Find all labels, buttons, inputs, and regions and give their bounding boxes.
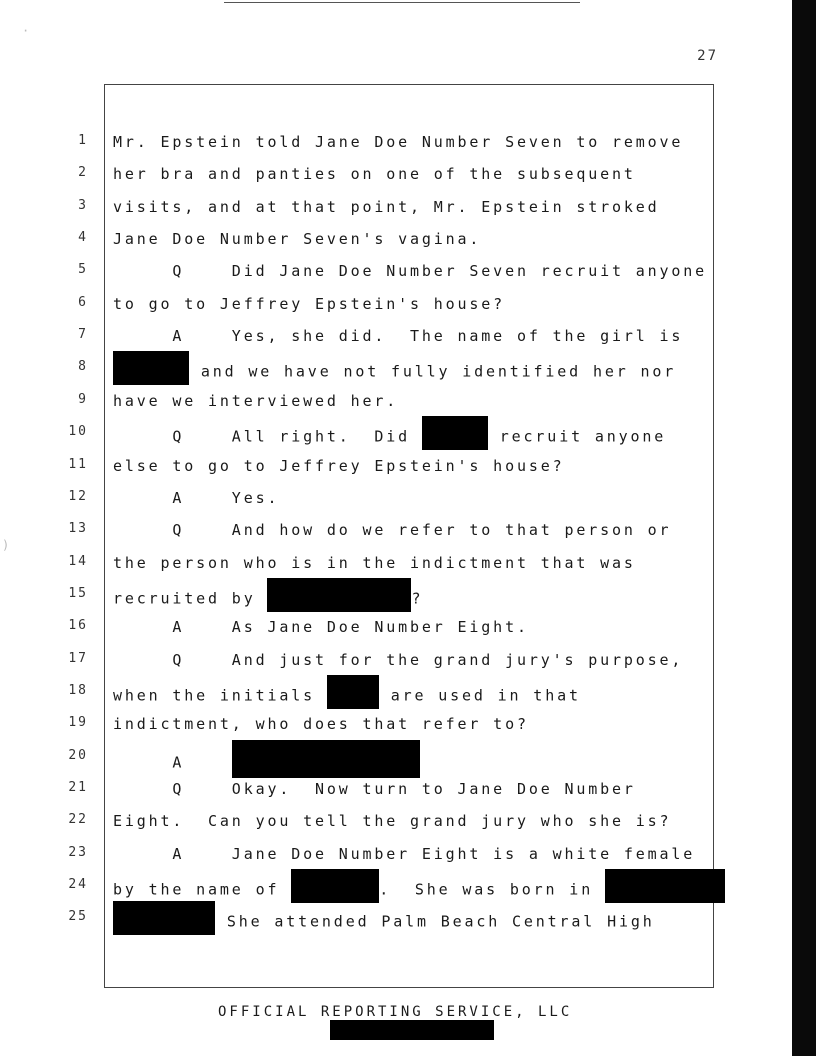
transcript-line [0,489,720,521]
transcript-line [0,133,720,165]
transcript-line [0,877,720,909]
page-number: 27 [697,48,718,64]
line-text [113,521,671,539]
text-segment: and we have not fully identified her nor [189,362,677,381]
line-number: 15 [68,585,88,601]
line-number: 12 [68,488,88,504]
line-text [113,683,581,709]
line-number: 23 [68,844,88,860]
line-number: 3 [78,197,88,213]
text-segment: recruit anyone [487,427,667,446]
line-number: 20 [68,747,88,763]
line-number: 11 [68,456,88,472]
transcript-line [0,748,720,780]
line-text [113,780,636,798]
line-text [113,715,529,733]
text-segment: A [113,753,232,772]
transcript-line [0,780,720,812]
line-number: 9 [78,391,88,407]
redaction-block [113,901,215,935]
transcript-line [0,165,720,197]
line-number: 14 [68,553,88,569]
line-text [113,812,671,830]
redaction-block [113,351,189,385]
line-text [113,295,505,313]
scan-margin-mark: ) [2,538,10,552]
text-segment: She attended Palm Beach Central High [215,912,655,931]
redaction-block [291,869,379,903]
line-text [113,845,695,863]
text-segment: ? [411,589,424,608]
line-number: 6 [78,294,88,310]
line-text [113,359,676,385]
line-number: 8 [78,359,88,375]
text-segment: else to go to Jeffrey Epstein's house? [113,456,565,475]
text-segment: by the name of [113,880,292,899]
line-text [113,748,420,778]
redaction-block [267,578,411,612]
transcript-line [0,586,720,618]
text-segment: Eight. Can you tell the grand jury who she is? [113,812,672,831]
line-text [113,651,683,669]
transcript-line [0,262,720,294]
text-segment: Q And just for the grand jury's purpose, [113,650,684,669]
text-segment: A Yes, she did. The name of the girl is [113,327,684,346]
scan-page-edge [792,0,816,1056]
line-number: 4 [78,230,88,246]
text-segment: the person who is in the indictment that was [113,553,636,572]
footer-reporting-service: OFFICIAL REPORTING SERVICE, LLC [218,1004,573,1020]
transcript-line [0,683,720,715]
text-segment: A Jane Doe Number Eight is a white female [113,844,696,863]
transcript-line [0,359,720,391]
line-text [113,877,725,903]
top-rule [224,2,580,3]
text-segment: are used in that [378,686,581,705]
transcript-line [0,618,720,650]
line-number: 21 [68,780,88,795]
line-number: 18 [68,682,88,698]
transcript-line [0,812,720,844]
transcript-line [0,327,720,359]
text-segment: to go to Jeffrey Epstein's house? [113,294,506,313]
transcript-line [0,457,720,489]
text-segment: Q Did Jane Doe Number Seven recruit anyone [113,262,708,281]
line-number: 2 [78,165,88,181]
transcript-line [0,198,720,230]
line-text [113,909,655,935]
line-number: 17 [68,650,88,666]
line-number: 5 [78,262,88,278]
redaction-block [232,740,420,778]
text-segment: Mr. Epstein told Jane Doe Number Seven to remove [113,133,684,151]
scan-speck: · [22,24,30,38]
line-text [113,165,636,183]
text-segment: A As Jane Doe Number Eight. [113,618,529,637]
line-text [113,133,683,151]
text-segment: . She was born in [379,880,605,899]
transcript-line [0,424,720,456]
text-segment: recruited by [113,589,268,608]
line-text [113,198,660,216]
line-number: 16 [68,618,88,634]
text-segment: indictment, who does that refer to? [113,715,529,734]
line-number: 1 [78,133,88,148]
text-segment: Q All right. Did [113,427,422,446]
line-number: 7 [78,327,88,343]
line-text [113,457,564,475]
text-segment: have we interviewed her. [113,391,399,410]
text-segment: Q And how do we refer to that person or [113,521,672,540]
line-text [113,262,707,280]
text-segment: when the initials [113,686,327,705]
line-text [113,618,529,636]
text-segment: her bra and panties on one of the subsequent [113,165,636,184]
line-number: 22 [68,812,88,828]
transcript-line [0,521,720,553]
redaction-block [422,416,488,450]
text-segment: A Yes. [113,488,280,507]
text-segment: Jane Doe Number Seven's vagina. [113,230,482,249]
transcript-line [0,392,720,424]
transcript-line [0,909,720,941]
redaction-block [327,675,379,709]
line-number: 25 [68,909,88,925]
text-segment: Q Okay. Now turn to Jane Doe Number [113,780,636,798]
line-text [113,327,683,345]
transcript-line [0,295,720,327]
redaction-block [605,869,725,903]
line-number: 13 [68,521,88,537]
line-number: 24 [68,877,88,893]
text-segment: visits, and at that point, Mr. Epstein stroked [113,197,660,216]
line-number: 10 [68,424,88,440]
footer-redaction-block [330,1020,494,1040]
line-text [113,424,666,450]
line-number: 19 [68,715,88,731]
line-text [113,554,636,572]
line-text [113,230,481,248]
transcript-line [0,230,720,262]
line-text [113,392,398,410]
line-text [113,586,423,612]
line-text [113,489,279,507]
